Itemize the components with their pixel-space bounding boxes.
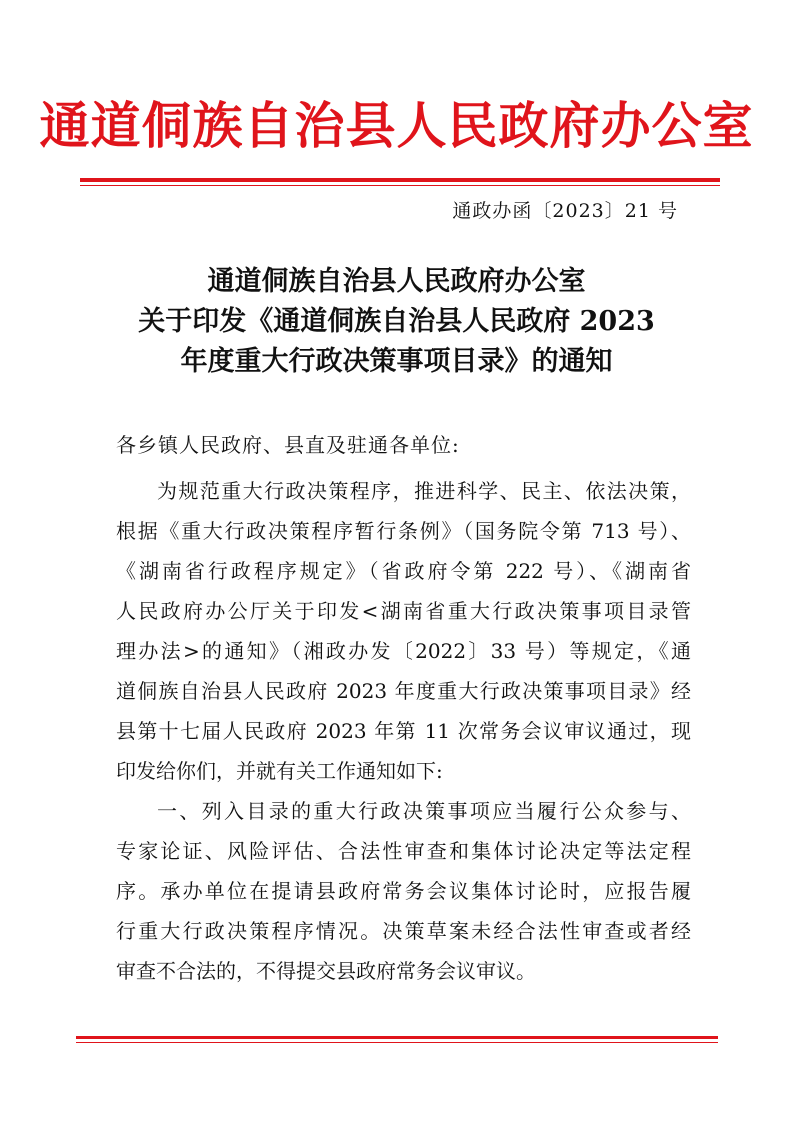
document-title <box>0 262 793 382</box>
body-line: 道侗族自治县人民政府 2023 年度重大行政决策事项目录》经 <box>116 679 691 703</box>
body-line: 序。承办单位在提请县政府常务会议集体讨论时，应报告履 <box>116 879 691 903</box>
body-line: 《湖南省行政程序规定》（省政府令第 222 号）、《湖南省 <box>116 559 691 583</box>
body-line: 县第十七届人民政府 2023 年第 11 次常务会议审议通过，现 <box>116 719 691 743</box>
body-line: 根据《重大行政决策程序暂行条例》（国务院令第 713 号）、 <box>116 519 691 543</box>
document-number: 通政办函〔2023〕21 号 <box>452 200 678 222</box>
body-line: 一、列入目录的重大行政决策事项应当履行公众参与、 <box>157 799 691 823</box>
footer-red-rule-thick <box>76 1036 718 1039</box>
salutation: 各乡镇人民政府、县直及驻通各单位: <box>116 433 460 457</box>
body-line: 为规范重大行政决策程序，推进科学、民主、依法决策， <box>157 479 691 503</box>
title-line: 年度重大行政决策事项目录》的通知 <box>180 346 613 377</box>
body-line: 行重大行政决策程序情况。决策草案未经合法性审查或者经 <box>116 919 691 943</box>
title-line: 关于印发《通道侗族自治县人民政府 2023 <box>138 306 655 337</box>
body-line: 审查不合法的，不得提交县政府常务会议审议。 <box>116 959 536 983</box>
footer-red-rule-thin <box>76 1042 718 1043</box>
issuing-org-header: 通道侗族自治县人民政府办公室 <box>39 96 754 155</box>
header-red-rule-thin <box>80 185 720 186</box>
header-red-rule-thick <box>80 178 720 182</box>
body-line: 人民政府办公厅关于印发<湖南省重大行政决策事项目录管 <box>116 599 691 623</box>
body-line: 专家论证、风险评估、合法性审查和集体讨论决定等法定程 <box>116 839 691 863</box>
title-line: 通道侗族自治县人民政府办公室 <box>207 266 586 297</box>
body-line: 印发给你们，并就有关工作通知如下: <box>116 759 443 783</box>
body-line: 理办法>的通知》（湘政办发〔2022〕33 号）等规定，《通 <box>116 639 691 663</box>
